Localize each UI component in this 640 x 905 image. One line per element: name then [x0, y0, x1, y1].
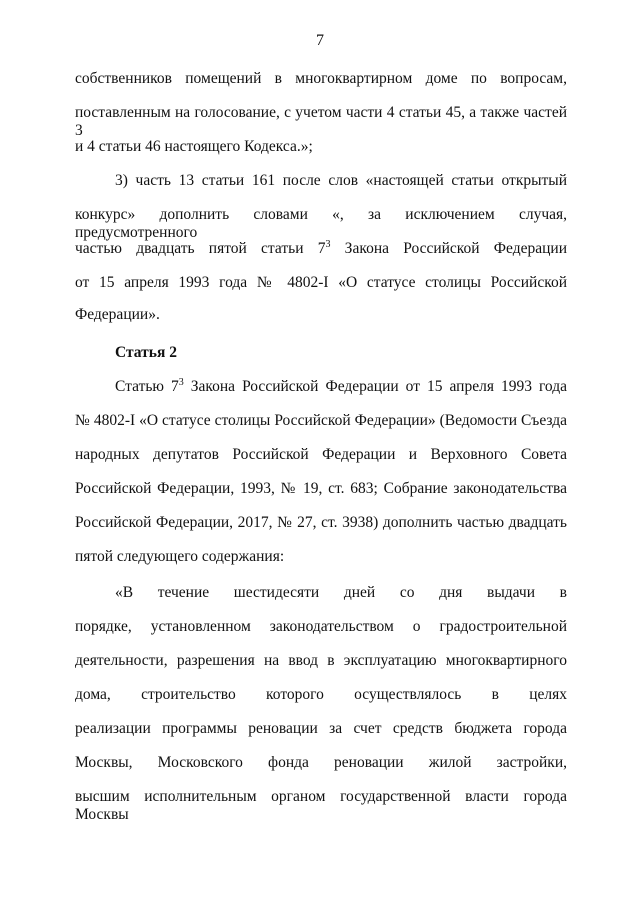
text-line-with-superscript [75, 240, 567, 258]
text-line-with-superscript [115, 378, 567, 396]
text-line: и 4 статьи 46 настоящего Кодекса.»; [75, 138, 313, 155]
text-line: высшим исполнительным органом государственной власти города Москвы [75, 788, 567, 823]
article-heading: Статья 2 [115, 344, 177, 361]
text-line: 3) часть 13 статьи 161 после слов «настоящей статьи открытый [115, 172, 567, 189]
text-line: Федерации». [75, 306, 160, 323]
text-line: реализации программы реновации за счет средств бюджета города [75, 720, 567, 737]
superscript: 3 [325, 238, 331, 250]
text-segment: Статью 7 [115, 378, 179, 395]
text-line: поставленным на голосование, с учетом части 4 статьи 45, а также частей 3 [75, 104, 567, 139]
text-line: собственников помещений в многоквартирном доме по вопросам, [75, 70, 567, 87]
text-line: конкурс» дополнить словами «, за исключением случая, предусмотренного [75, 206, 567, 241]
text-line: народных депутатов Российской Федерации и Верховного Совета [75, 446, 567, 463]
text-line: Российской Федерации, 2017, № 27, ст. 3938) дополнить частью двадцать [75, 514, 567, 531]
text-line: порядке, установленном законодательством о градостроительной [75, 618, 567, 635]
text-line: «В течение шестидесяти дней со дня выдачи в [115, 584, 567, 601]
text-line: № 4802-I «О статусе столицы Российской Федерации» (Ведомости Съезда [75, 412, 567, 429]
text-line: дома, строительство которого осуществлялось в целях [75, 686, 567, 703]
text-segment: частью двадцать пятой статьи 7 [75, 240, 326, 257]
page-number: 7 [316, 32, 324, 49]
text-line: Москвы, Московского фонда реновации жилой застройки, [75, 754, 567, 771]
text-line: деятельности, разрешения на ввод в эксплуатацию многоквартирного [75, 652, 567, 669]
text-segment: Закона Российской Федерации [330, 240, 568, 257]
text-line: Российской Федерации, 1993, № 19, ст. 683; Собрание законодательства [75, 480, 567, 497]
superscript: 3 [178, 376, 184, 388]
text-line: от 15 апреля 1993 года № 4802-I «О статусе столицы Российской [75, 274, 567, 291]
text-segment: Закона Российской Федерации от 15 апреля 1993 года [183, 378, 567, 395]
text-line: пятой следующего содержания: [75, 548, 285, 565]
